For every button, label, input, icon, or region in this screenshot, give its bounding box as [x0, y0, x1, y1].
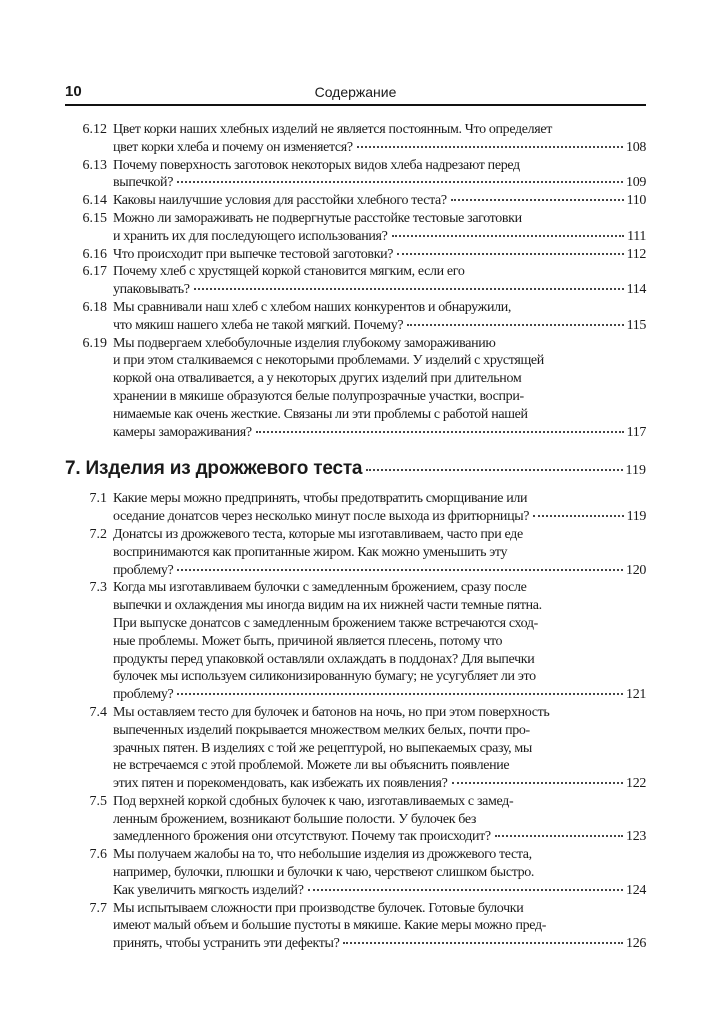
- entry-text: продукты перед упаковкой оставляли охлаждать в поддонах? Для выпечки: [113, 651, 535, 667]
- entry-line: [113, 210, 646, 228]
- entry-line: [113, 508, 646, 526]
- toc-entry: [65, 192, 646, 210]
- entry-page-number: 115: [626, 317, 646, 333]
- entry-page-number: 123: [626, 829, 646, 845]
- entry-text: ные проблемы. Может быть, причиной является плесень, потому что: [113, 633, 503, 649]
- entry-number: 7.5: [89, 793, 107, 809]
- entry-text: Почему хлеб с хрустящей коркой становится мягким, если его: [113, 264, 465, 280]
- toc-entry: [65, 704, 646, 793]
- entry-line: [113, 615, 646, 633]
- entry-line: [113, 757, 646, 775]
- entry-number: 7.1: [89, 491, 107, 507]
- dot-leader: [177, 693, 623, 695]
- toc-entry: [65, 263, 646, 299]
- toc-entry: [65, 846, 646, 899]
- table-of-contents: [65, 121, 646, 953]
- entry-number: 6.17: [82, 264, 107, 280]
- entry-text: нимаемые как очень жесткие. Связаны ли эти проблемы с работой нашей: [113, 406, 528, 422]
- dot-leader: [407, 324, 623, 326]
- entry-text: например, булочки, плюшки и булочки к чаю, черствеют слишком быстро.: [113, 865, 535, 881]
- entry-line: [113, 882, 646, 900]
- entry-page-number: 112: [626, 246, 646, 262]
- entry-text: и хранить их для последующего использования?: [113, 228, 388, 244]
- entry-text: Мы испытываем сложности при производстве булочек. Готовые булочки: [113, 900, 524, 916]
- entry-text: Можно ли замораживать не подвергнутые расстойке тестовые заготовки: [113, 210, 522, 226]
- entry-line: [113, 544, 646, 562]
- dot-leader: [194, 288, 624, 290]
- entry-page-number: 110: [626, 193, 646, 209]
- toc-entry: [65, 335, 646, 442]
- entry-text: Мы получаем жалобы на то, что небольшие изделия из дрожжевого теста,: [113, 847, 532, 863]
- entry-line: [113, 722, 646, 740]
- entry-line: [113, 864, 646, 882]
- chapter-page-number: 119: [625, 463, 646, 479]
- dot-leader: [177, 181, 623, 183]
- entry-line: [113, 317, 646, 335]
- entry-text: камеры замораживания?: [113, 424, 252, 440]
- entry-text: цвет корки хлеба и почему он изменяется?: [113, 139, 353, 155]
- dot-leader: [177, 569, 623, 571]
- entry-line: [113, 935, 646, 953]
- entry-page-number: 122: [626, 776, 646, 792]
- entry-line: [113, 281, 646, 299]
- entry-text: ленным брожением, возникают большие полости. У булочек без: [113, 811, 477, 827]
- entry-line: [113, 370, 646, 388]
- entry-page-number: 114: [626, 282, 646, 298]
- entry-line: [113, 793, 646, 811]
- entry-line: [113, 686, 646, 704]
- entry-page-number: 124: [626, 882, 646, 898]
- dot-leader: [451, 199, 624, 201]
- entry-text: что мякиш нашего хлеба не такой мягкий. Почему?: [113, 317, 404, 333]
- entry-text: оседание донатсов через несколько минут после выхода из фритюрницы?: [113, 509, 530, 525]
- entry-text: выпечкой?: [113, 175, 174, 191]
- entry-number: 6.15: [82, 210, 107, 226]
- entry-text: выпеченных изделий покрывается множеством мелких белых, почти про-: [113, 722, 530, 738]
- toc-entry: [65, 246, 646, 264]
- dot-leader: [256, 431, 624, 433]
- dot-leader: [495, 835, 623, 837]
- dot-leader: [392, 235, 625, 237]
- entry-line: [113, 388, 646, 406]
- entry-line: [113, 406, 646, 424]
- entry-number: 7.6: [89, 847, 107, 863]
- entry-number: 7.2: [89, 526, 107, 542]
- entry-line: [113, 174, 646, 192]
- entry-line: [113, 917, 646, 935]
- toc-entry: [65, 121, 646, 157]
- entry-line: [113, 811, 646, 829]
- entry-page-number: 111: [627, 228, 646, 244]
- entry-line: [113, 828, 646, 846]
- entry-text: имеют малый объем и большие пустоты в мякише. Какие меры можно пред-: [113, 918, 547, 934]
- entry-line: [113, 121, 646, 139]
- entry-page-number: 109: [626, 175, 646, 191]
- toc-entry: [65, 900, 646, 953]
- entry-number: 7.4: [89, 704, 107, 720]
- toc-entry: [65, 210, 646, 246]
- entry-line: [113, 139, 646, 157]
- entry-number: 6.12: [82, 122, 107, 137]
- dot-leader: [343, 942, 623, 944]
- chapter-title: 7. Изделия из дрожжевого теста: [65, 458, 363, 480]
- entry-number: 6.19: [82, 335, 107, 351]
- entry-text: Под верхней коркой сдобных булочек к чаю, изготавливаемых с замед-: [113, 793, 514, 809]
- entry-text: Каковы наилучшие условия для расстойки хлебного теста?: [113, 193, 447, 209]
- entry-line: [113, 299, 646, 317]
- entry-text: Мы подвергаем хлебобулочные изделия глубокому замораживанию: [113, 335, 496, 351]
- entry-text: хранении в мякише образуются белые полупрозрачные участки, воспри-: [113, 388, 524, 404]
- entry-text: Что происходит при выпечке тестовой заготовки?: [113, 246, 394, 262]
- entry-page-number: 121: [626, 687, 646, 703]
- entry-text: этих пятен и порекомендовать, как избежать их появления?: [113, 776, 448, 792]
- entry-text: воспринимаются как пропитанные жиром. Как можно уменьшить эту: [113, 544, 508, 560]
- dot-leader: [533, 515, 623, 517]
- entry-line: [113, 668, 646, 686]
- entry-text: Мы сравнивали наш хлеб с хлебом наших конкурентов и обнаружили,: [113, 299, 512, 315]
- dot-leader: [366, 469, 622, 471]
- entry-text: принять, чтобы устранить эти дефекты?: [113, 936, 340, 952]
- entry-line: [113, 424, 646, 442]
- entry-line: [113, 228, 646, 246]
- entry-text: При выпуске донатсов с замедленным брожением также встречаются сход-: [113, 615, 538, 631]
- entry-text: проблему?: [113, 687, 174, 703]
- entry-text: упаковывать?: [113, 282, 190, 298]
- entry-text: Когда мы изготавливаем булочки с замедленным брожением, сразу после: [113, 580, 527, 596]
- entry-line: [113, 490, 646, 508]
- entry-number: 6.14: [82, 193, 107, 209]
- entry-number: 6.13: [82, 157, 107, 173]
- page-number: 10: [65, 83, 82, 100]
- entry-line: [113, 352, 646, 370]
- entry-line: [113, 246, 646, 264]
- entry-page-number: 119: [626, 509, 646, 525]
- entry-text: Какие меры можно предпринять, чтобы предотвратить сморщивание или: [113, 491, 528, 507]
- entry-line: [113, 562, 646, 580]
- entry-text: и при этом сталкиваемся с некоторыми проблемами. У изделий с хрустящей: [113, 353, 544, 369]
- entry-line: [113, 263, 646, 281]
- entry-line: [113, 846, 646, 864]
- entry-text: Почему поверхность заготовок некоторых видов хлеба надрезают перед: [113, 157, 520, 173]
- entry-number: 7.7: [89, 900, 107, 916]
- entry-text: Донатсы из дрожжевого теста, которые мы изготавливаем, часто при еде: [113, 526, 523, 542]
- dot-leader: [357, 146, 623, 148]
- toc-entry: [65, 490, 646, 526]
- entry-line: [113, 651, 646, 669]
- entry-line: [113, 597, 646, 615]
- page-header: [65, 82, 646, 106]
- entry-line: [113, 192, 646, 210]
- entry-line: [113, 704, 646, 722]
- entry-text: выпечки и охлаждения мы иногда видим на их нижней части темные пятна.: [113, 598, 542, 614]
- entry-line: [113, 579, 646, 597]
- entry-text: коркой она отваливается, а у некоторых других изделий при длительном: [113, 371, 522, 387]
- entry-number: 6.16: [82, 246, 107, 262]
- entry-line: [113, 900, 646, 918]
- running-title: Содержание: [314, 84, 397, 100]
- entry-text: проблему?: [113, 562, 174, 578]
- entry-number: 7.3: [89, 580, 107, 596]
- toc-entry: [65, 157, 646, 193]
- entry-text: замедленного брожения они отсутствуют. Почему так происходит?: [113, 829, 491, 845]
- entry-page-number: 120: [626, 562, 646, 578]
- entry-line: [113, 740, 646, 758]
- entry-text: не встречаемся с этой проблемой. Можете ли вы объяснить появление: [113, 758, 510, 774]
- entry-page-number: 117: [626, 424, 646, 440]
- toc-entry: [65, 579, 646, 704]
- entry-line: [113, 775, 646, 793]
- entry-line: [113, 633, 646, 651]
- entry-page-number: 126: [626, 936, 646, 952]
- entry-line: [113, 335, 646, 353]
- entry-page-number: 108: [626, 139, 646, 155]
- entry-text: булочек мы используем силиконизированную бумагу; не усугубляет ли это: [113, 669, 536, 685]
- chapter-heading: [65, 458, 646, 480]
- entry-line: [113, 157, 646, 175]
- dot-leader: [452, 782, 624, 784]
- entry-text: зрачных пятен. В изделиях с той же рецептурой, но выпекаемых сразу, мы: [113, 740, 532, 756]
- toc-entry: [65, 526, 646, 579]
- entry-text: Как увеличить мягкость изделий?: [113, 882, 304, 898]
- toc-entry: [65, 299, 646, 335]
- entry-number: 6.18: [82, 299, 107, 315]
- entry-line: [113, 526, 646, 544]
- dot-leader: [308, 889, 623, 891]
- entry-text: Мы оставляем тесто для булочек и батонов на ночь, но при этом поверхность: [113, 704, 550, 720]
- entry-text: Цвет корки наших хлебных изделий не является постоянным. Что определяет: [113, 122, 552, 137]
- toc-entry: [65, 793, 646, 846]
- dot-leader: [397, 253, 623, 255]
